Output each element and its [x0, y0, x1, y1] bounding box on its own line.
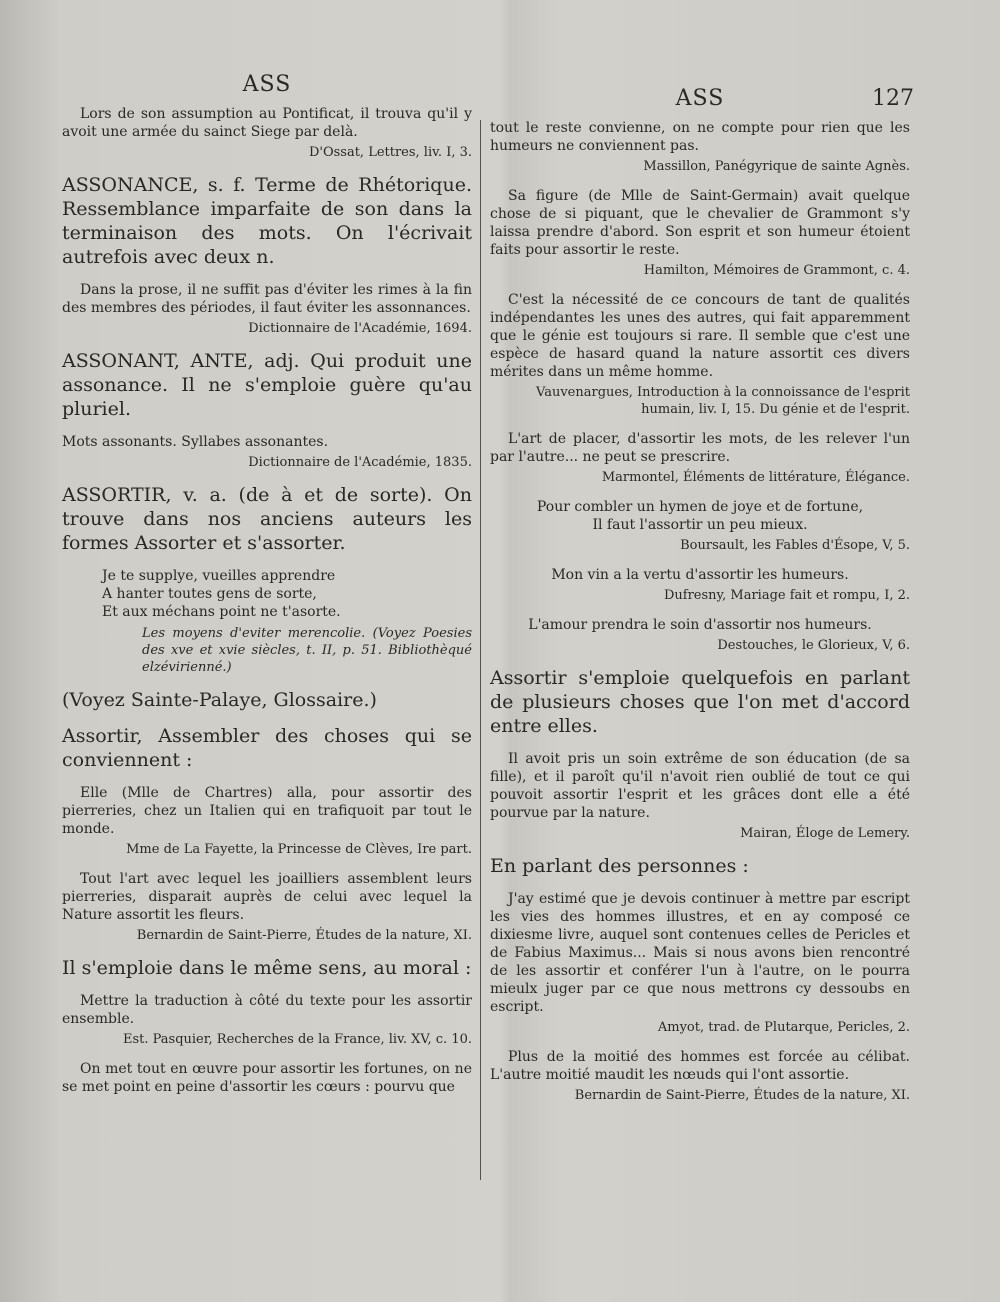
quotation: Mettre la traduction à côté du texte pour les assortir ensemble.: [62, 993, 472, 1027]
quotation: Lors de son assumption au Pontificat, il trouva qu'il y avoit une armée du sainct Siege par delà.: [62, 106, 472, 140]
citation: Marmontel, Éléments de littérature, Élégance.: [601, 470, 910, 485]
usage-note: Il s'emploie dans le même sens, au moral :: [62, 957, 472, 979]
citation: Bernardin de Saint-Pierre, Études de la nature, XI.: [574, 1088, 910, 1103]
quotation: Elle (Mlle de Chartres) alla, pour assortir des pierreries, chez un Italien qui en trafiquoit par tout le monde.: [62, 785, 472, 837]
quotation: tout le reste convienne, on ne compte pour rien que les humeurs ne conviennent pas.: [490, 120, 910, 154]
cross-reference: (Voyez Sainte-Palaye, Glossaire.): [62, 689, 377, 711]
quotation: Il avoit pris un soin extrême de son éducation (de sa fille), et il paroît qu'il n'avoit rien oublié de tout ce qui pouvoit assortir l'esprit et les grâces dont elle a été pourvue par la nature.: [490, 751, 910, 821]
quotation: J'ay estimé que je devois continuer à mettre par escript les vies des hommes illustres, et en ay composé ce dixiesme livre, auquel sont contenues celles de Pericles et de Fabius Maximus... Mais si nous avons bien rencontré de les assortir et conférer l'un à l'autre, on le pourra mieulx juger par ce que nous mettrons cy dessoubs en escript.: [490, 891, 910, 1015]
citation: Massillon, Panégyrique de sainte Agnès.: [643, 159, 910, 174]
verse-line: A hanter toutes gens de sorte,: [102, 586, 317, 602]
quotation: Sa figure (de Mlle de Saint-Germain) avait quelque chose de si piquant, que le chevalier de Grammont s'y laissa prendre d'abord. Son esprit et son humeur étoient faits pour assortir le reste.: [490, 188, 910, 258]
left-column: [62, 72, 472, 1096]
quotation: Plus de la moitié des hommes est forcée au célibat. L'autre moitié maudit les nœuds qui l'ont assortie.: [490, 1049, 910, 1083]
entry-assortir: ASSORTIR, v. a. (de à et de sorte). On trouve dans nos anciens auteurs les formes Assorter et s'assorter.: [62, 484, 472, 554]
running-head-right: ASS: [675, 86, 725, 111]
verse-line: L'amour prendra le soin d'assortir nos humeurs.: [528, 617, 872, 633]
verse-line: Pour combler un hymen de joye et de fortune,: [536, 499, 864, 515]
verse-line: Et aux méchans point ne t'asorte.: [102, 604, 341, 620]
verse-line: Mon vin a la vertu d'assortir les humeurs.: [551, 567, 849, 583]
verse: [102, 567, 472, 621]
citation: Mme de La Fayette, la Princesse de Clèves, Ire part.: [126, 842, 472, 857]
citation: Dictionnaire de l'Académie, 1835.: [248, 455, 472, 470]
citation: Amyot, trad. de Plutarque, Pericles, 2.: [657, 1020, 910, 1035]
citation: Vauvenargues, Introduction à la connoissance de l'esprit humain, liv. I, 15. Du génie et de l'esprit.: [536, 385, 910, 417]
citation: Est. Pasquier, Recherches de la France, liv. XV, c. 10.: [122, 1032, 472, 1047]
quotation: Mots assonants. Syllabes assonantes.: [62, 434, 329, 450]
right-column: [490, 86, 910, 1116]
quotation: Tout l'art avec lequel les joailliers assemblent leurs pierreries, disparait auprès de celui avec lequel la Nature assortit les fleurs.: [62, 871, 472, 923]
definition: Assortir, Assembler des choses qui se conviennent :: [62, 725, 472, 771]
running-head-left: ASS: [242, 72, 292, 97]
entry-assonant: ASSONANT, ANTE, adj. Qui produit une assonance. Il ne s'emploie guère qu'au pluriel.: [62, 350, 472, 420]
usage-note: Assortir s'emploie quelquefois en parlant de plusieurs choses que l'on met d'accord entre elles.: [490, 667, 910, 737]
quotation: On met tout en œuvre pour assortir les fortunes, on ne se met point en peine d'assortir les cœurs : pourvu que: [62, 1061, 472, 1095]
usage-note: En parlant des personnes :: [490, 855, 749, 877]
quotation: Dans la prose, il ne suffit pas d'éviter les rimes à la fin des membres des périodes, il faut éviter les assonnances.: [62, 282, 472, 316]
citation: Hamilton, Mémoires de Grammont, c. 4.: [643, 263, 910, 278]
citation: Destouches, le Glorieux, V, 6.: [717, 638, 910, 653]
citation: Mairan, Éloge de Lemery.: [740, 826, 910, 841]
quotation: C'est la nécessité de ce concours de tant de qualités indépendantes les unes des autres, qui fait apparemment que le génie est toujours si rare. Il semble que c'est une espèce de hasard quand la nature assortit ces divers mérites dans un même homme.: [490, 292, 910, 380]
entry-assonance: ASSONANCE, s. f. Terme de Rhétorique. Ressemblance imparfaite de son dans la terminaison des mots. On l'écrivait autrefois avec deux n.: [62, 174, 472, 268]
citation: Bernardin de Saint-Pierre, Études de la nature, XI.: [136, 928, 472, 943]
citation: Boursault, les Fables d'Ésope, V, 5.: [680, 538, 910, 553]
quotation: L'art de placer, d'assortir les mots, de les relever l'un par l'autre... ne peut se prescrire.: [490, 431, 910, 465]
verse-line: Je te supplye, vueilles apprendre: [102, 568, 336, 584]
citation: D'Ossat, Lettres, liv. I, 3.: [308, 145, 472, 160]
verse-line: Il faut l'assortir un peu mieux.: [592, 517, 808, 533]
page-number: 127: [872, 86, 914, 111]
column-rule: [480, 120, 481, 1180]
citation: Dictionnaire de l'Académie, 1694.: [248, 321, 472, 336]
citation: Dufresny, Mariage fait et rompu, I, 2.: [663, 588, 910, 603]
citation: Les moyens d'eviter merencolie. (Voyez Poesies des xve et xvie siècles, t. II, p. 51. Bibliothèqué elzévirienné.): [142, 626, 472, 675]
